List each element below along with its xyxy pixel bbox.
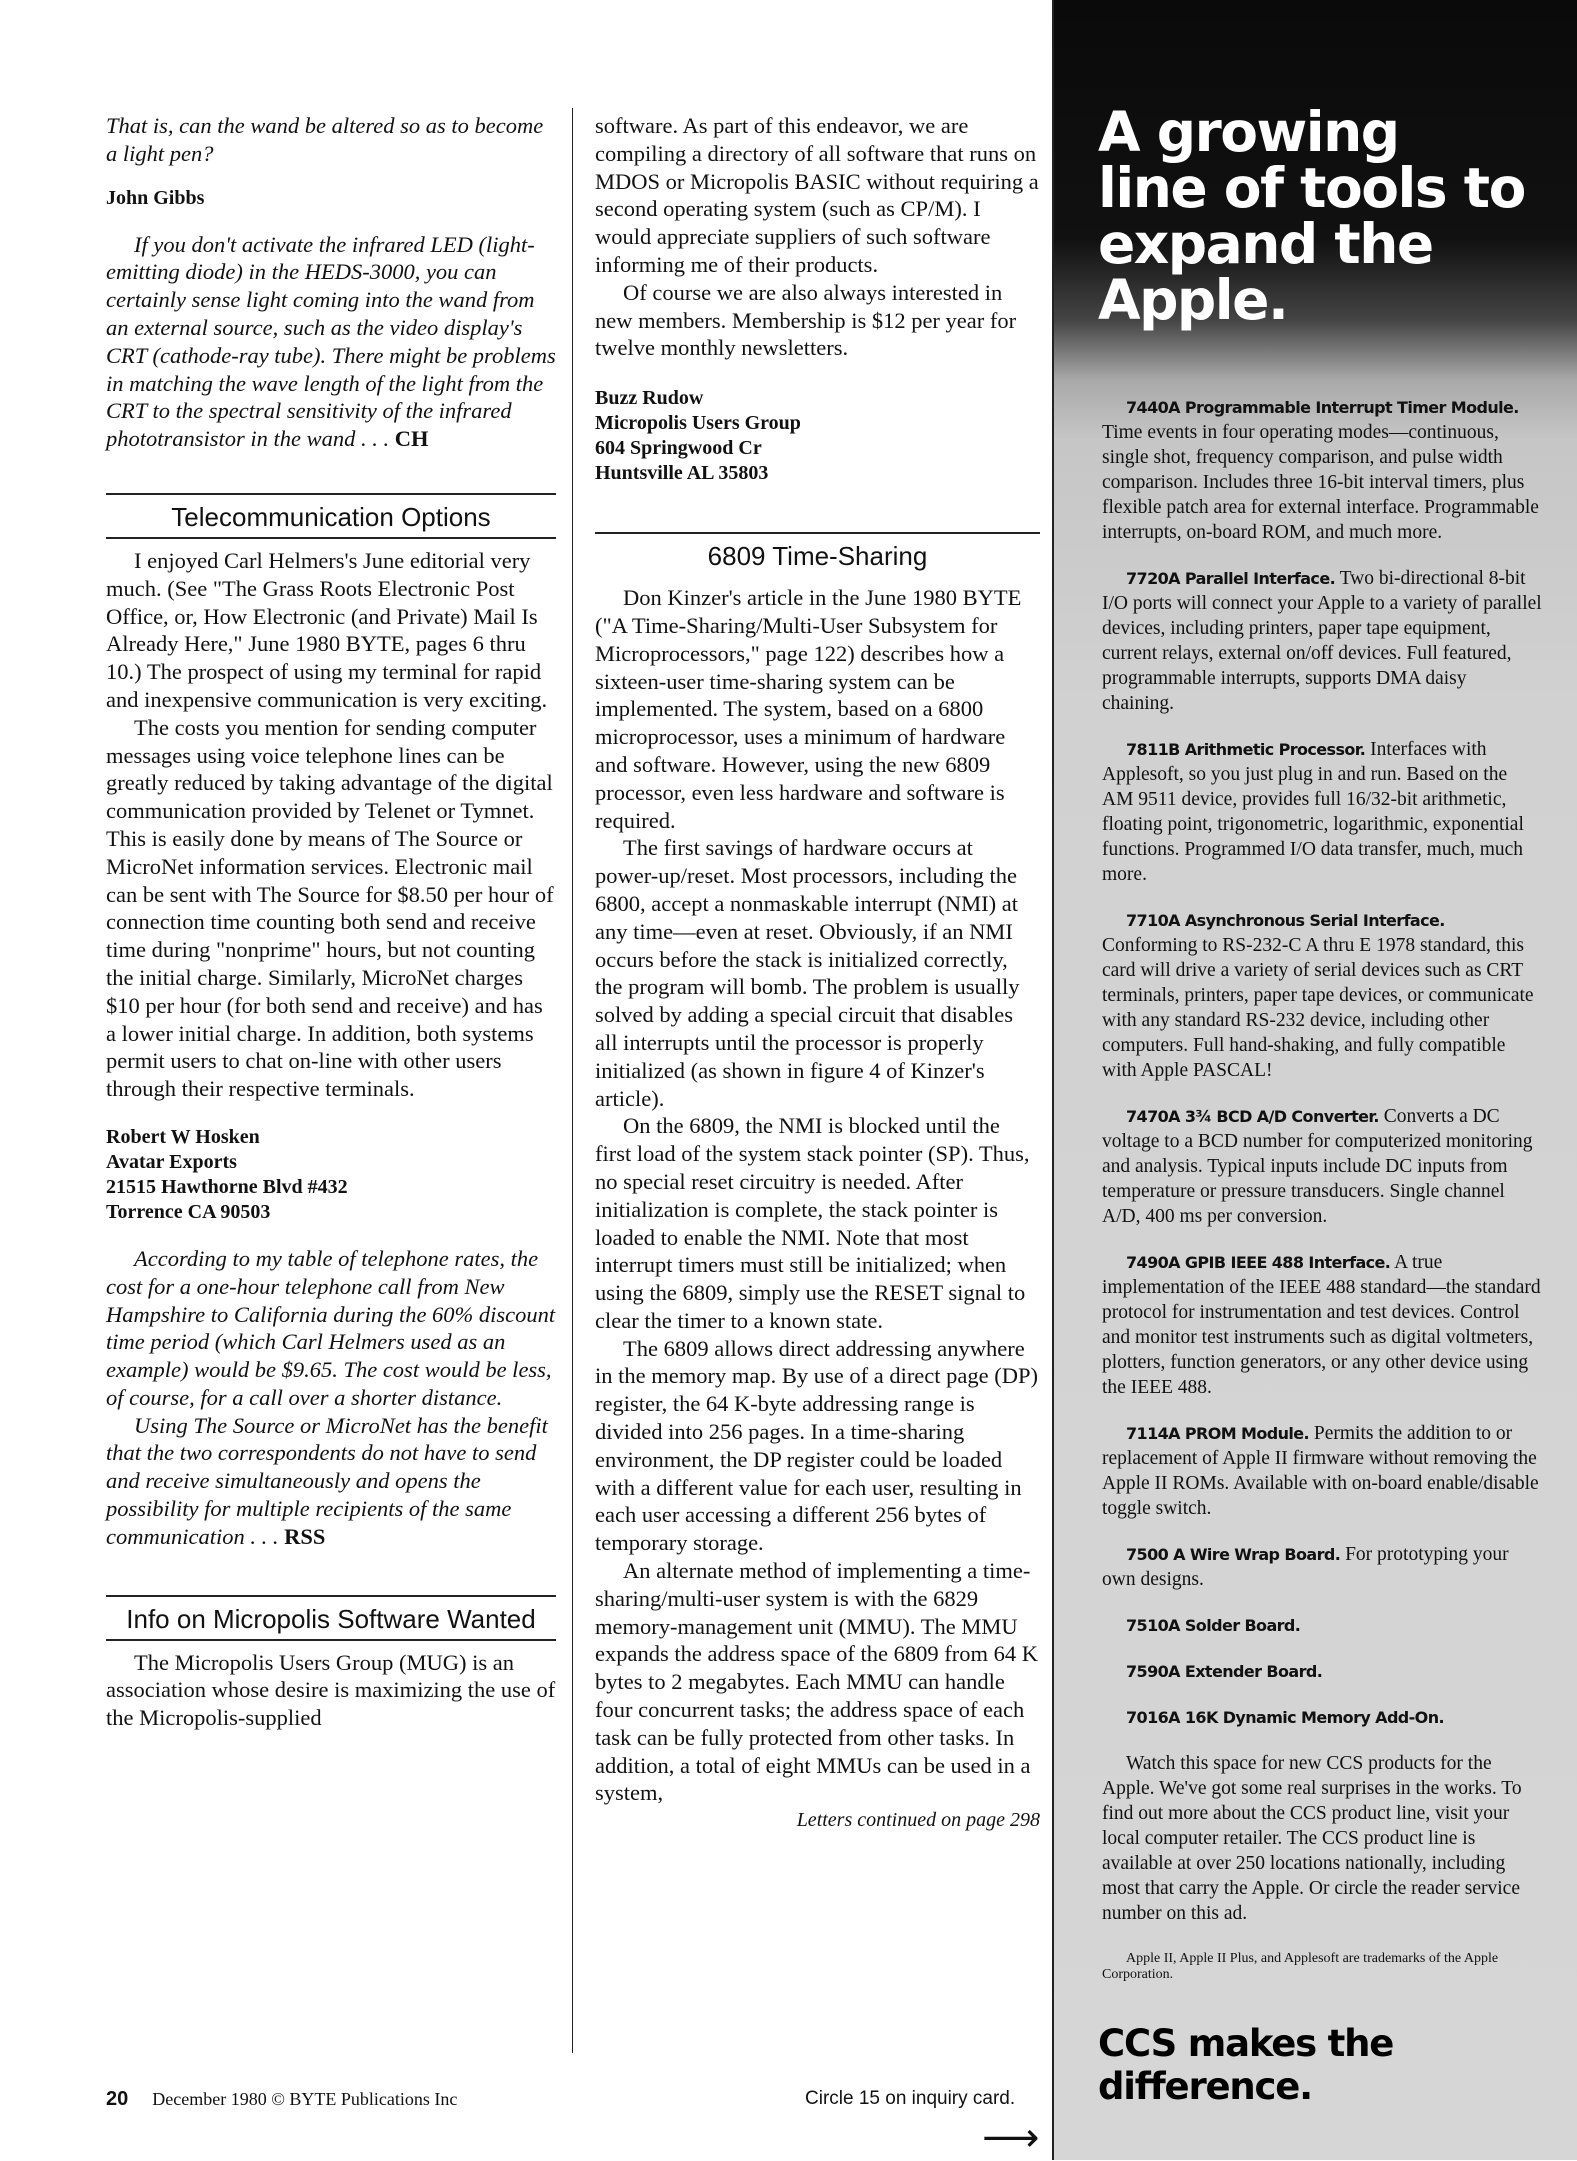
ad-headline-line: line of tools to xyxy=(1098,156,1525,220)
page-number: 20 xyxy=(106,2088,129,2110)
letter-closing-text: That is, can the wand be altered so as to become a light pen? xyxy=(106,113,544,166)
product-title: 7114A PROM Module. xyxy=(1126,1424,1309,1443)
signature-buzz-rudow xyxy=(595,386,1040,486)
signature-name: Robert W Hosken xyxy=(106,1125,260,1148)
product-title: 7710A Asynchronous Serial Interface. xyxy=(1126,911,1445,930)
signature-company: Avatar Exports xyxy=(106,1150,237,1173)
ad-product-item xyxy=(1102,395,1542,545)
ad-product-item xyxy=(1102,1613,1542,1638)
ad-trademark-note: Apple II, Apple II Plus, and Applesoft are trademarks of the Apple Corporation. xyxy=(1102,1951,1499,1982)
product-text: Interfaces with Applesoft, so you just plug in and run. Based on the AM 9511 device, provides full 16/32-bit arithmetic, floating point, trigonometric, logarithmic, exponential functions. Programmed I/O data transfer, much, much more. xyxy=(1102,739,1524,885)
signature-org: Micropolis Users Group xyxy=(595,412,801,435)
signature-robert-hosken xyxy=(106,1125,556,1225)
column-right xyxy=(595,112,1040,1835)
page-footer xyxy=(106,2088,457,2111)
ad-product-item xyxy=(1102,1659,1542,1684)
issue-line: December 1980 © BYTE Publications Inc xyxy=(152,2089,458,2109)
product-title: 7500 A Wire Wrap Board. xyxy=(1126,1545,1341,1564)
ccs-advertisement xyxy=(1052,0,1577,2160)
product-text: Conforming to RS-232-C A thru E 1978 standard, this card will drive a variety of serial devices such as CRT terminals, printers, paper tape devices, or communicate with any standard RS-232 device, including other computers. Full hand-shaking, and fully compatible with Apple PASCAL! xyxy=(1102,935,1534,1081)
ad-headline-line: expand the Apple. xyxy=(1098,212,1433,332)
editor-reply-rss-2: Using The Source or MicroNet has the benefit that the two correspondents do not have to send and receive simultaneously and opens the possibility for multiple recipients of the same communication . . . RSS xyxy=(106,1412,548,1549)
ad-product-item xyxy=(1102,1542,1542,1592)
timesharing-paragraph-1: Don Kinzer's article in the June 1980 BYTE ("A Time-Sharing/Multi-User Subsystem for Microprocessors," page 122) describes how a sixteen-user time-sharing system can be implemented. The system, based on a 6800 microprocessor, uses a minimum of hardware and software. However, using the new 6809 processor, even less hardware and software is required. xyxy=(595,585,1022,833)
inquiry-note: Circle 15 on inquiry card. xyxy=(805,2088,1016,2109)
heading-micropolis-software: Info on Micropolis Software Wanted xyxy=(106,1595,556,1641)
column-divider xyxy=(572,108,573,2053)
ad-closing-text: Watch this space for new CCS products for the Apple. We've got some real surprises in the works. To find out more about the CCS product line, visit your local computer retailer. The CCS product line is available at over 250 locations nationally, including most that carry the Apple. Or circle the reader service number on this ad. xyxy=(1102,1753,1522,1924)
ad-product-item xyxy=(1102,1250,1542,1400)
signature-street: 604 Springwood Cr xyxy=(595,437,762,460)
product-text: Converts a DC voltage to a BCD number for computerized monitoring and analysis. Typical inputs include DC inputs from temperature or pressure transducers. Single channel A/D, 400 ms per conversion. xyxy=(1102,1106,1533,1227)
ad-product-item xyxy=(1102,1421,1542,1521)
product-text: Two bi-directional 8-bit I/O ports will connect your Apple to a variety of parallel devices, including printers, paper tape equipment, current relays, external on/off devices. Full featured, programmable interrupts, supports DMA daisy chaining. xyxy=(1102,568,1542,714)
ad-product-item xyxy=(1102,908,1542,1083)
product-title: 7510A Solder Board. xyxy=(1126,1616,1301,1635)
product-title: 7720A Parallel Interface. xyxy=(1126,569,1336,588)
heading-6809-time-sharing: 6809 Time-Sharing xyxy=(595,532,1040,576)
product-title: 7016A 16K Dynamic Memory Add-On. xyxy=(1126,1708,1444,1727)
ad-product-item xyxy=(1102,1104,1542,1229)
signature-city: Huntsville AL 35803 xyxy=(595,462,769,485)
timesharing-paragraph-5: An alternate method of implementing a time-sharing/multi-user system is with the 6829 memory-management unit (MMU). The MMU expands the address space of the 6809 from 64 K bytes to 2 megabytes. Each MMU can handle four concurrent tasks; the address space of each task can be fully protected from other tasks. In addition, a total of eight MMUs can be used in a system, xyxy=(595,1558,1039,1806)
micropolis-paragraph-3: Of course we are also always interested in new members. Membership is $12 per year for twelve monthly newsletters. xyxy=(595,279,1017,361)
signature-john-gibbs xyxy=(106,186,556,211)
signature-name: John Gibbs xyxy=(106,186,205,209)
product-title: 7470A 3¾ BCD A/D Converter. xyxy=(1126,1107,1379,1126)
product-text: For prototyping your own designs. xyxy=(1102,1544,1509,1590)
signature-city: Torrence CA 90503 xyxy=(106,1200,271,1223)
signature-street: 21515 Hawthorne Blvd #432 xyxy=(106,1175,348,1198)
right-arrow-icon: ⟶ xyxy=(982,2115,1040,2161)
reply-initials: RSS xyxy=(284,1523,326,1549)
micropolis-paragraph-1: The Micropolis Users Group (MUG) is an association whose desire is maximizing the use of the Micropolis-supplied xyxy=(106,1649,556,1731)
micropolis-paragraph-2: software. As part of this endeavor, we are compiling a directory of all software that runs on MDOS or Micropolis BASIC without requiring a second operating system (such as CP/M). I would appreciate suppliers of such software informing me of their products. xyxy=(595,113,1039,277)
editor-reply-rss-1: According to my table of telephone rates, the cost for a one-hour telephone call from New Hampshire to California during the 60% discount time period (which Carl Helmers used as an example) would be $9.65. The cost would be less, of course, for a call over a shorter distance. xyxy=(106,1245,556,1410)
reply-initials: CH xyxy=(394,426,429,452)
column-left xyxy=(106,112,556,1732)
ad-headline xyxy=(1098,100,1577,332)
continued-notice: Letters continued on page 298 xyxy=(796,1809,1040,1832)
product-title: 7811B Arithmetic Processor. xyxy=(1126,740,1366,759)
editor-reply-ch: If you don't activate the infrared LED (light-emitting diode) in the HEDS-3000, you can certainly sense light coming into the wand from an external source, such as the video display's CRT (cathode-ray tube). There might be problems in matching the wave length of the light from the CRT to the spectral sensitivity of the infrared phototransistor in the wand . . . CH xyxy=(106,231,556,452)
telecom-paragraph-2: The costs you mention for sending computer messages using voice telephone lines can be greatly reduced by taking advantage of the digital communication provided by Telenet or Tymnet. This is easily done by means of The Source or MicroNet information services. Electronic mail can be sent with The Source for $8.50 per hour of connection time counting both send and receive time during "nonprime" hours, but not counting the initial charge. Similarly, MicroNet charges $10 per hour (for both send and receive) and has a lower initial charge. In addition, both systems permit users to chat on-line with other users through their respective terminals. xyxy=(106,714,554,1102)
signature-name: Buzz Rudow xyxy=(595,387,704,410)
ad-headline-line: A growing xyxy=(1098,100,1399,164)
ad-product-item xyxy=(1102,1705,1542,1730)
telecom-paragraph-1: I enjoyed Carl Helmers's June editorial very much. (See "The Grass Roots Electronic Post Office, or, How Electronic (and Private) Mail Is Already Here," June 1980 BYTE, pages 6 thru 10.) The prospect of using my terminal for rapid and inexpensive communication is very exciting. xyxy=(106,547,548,712)
product-text: Permits the addition to or replacement of Apple II firmware without removing the Apple II ROMs. Available with on-board enable/disable toggle switch. xyxy=(1102,1423,1539,1519)
product-text: Time events in four operating modes—continuous, single shot, frequency comparison, and pulse width comparison. Includes three 16-bit interval timers, plus flexible patch area for external interface. Programmable interrupts, on-board ROM, and much more. xyxy=(1102,422,1539,543)
product-title: 7440A Programmable Interrupt Timer Module. xyxy=(1126,398,1519,417)
product-text: A true implementation of the IEEE 488 standard—the standard protocol for instrumentation and test devices. Control and monitor test instruments such as digital voltmeters, plotters, function generators, or any other device using the IEEE 488. xyxy=(1102,1252,1541,1398)
timesharing-paragraph-4: The 6809 allows direct addressing anywhere in the memory map. By use of a direct page (DP) register, the 64 K-byte addressing range is divided into 256 pages. In a time-sharing environment, the DP register could be loaded with a different value for each user, resulting in each user accessing a different 256 bytes of temporary storage. xyxy=(595,1335,1039,1556)
heading-telecommunication-options: Telecommunication Options xyxy=(106,493,556,539)
timesharing-paragraph-3: On the 6809, the NMI is blocked until the first load of the system stack pointer (SP). Thus, no special reset circuitry is needed. After initialization is complete, the stack pointer is loaded to enable the NMI. Note that most interrupt timers must still be initialized; when using the 6809, simply use the RESET signal to clear the timer to a known state. xyxy=(595,1113,1030,1333)
ad-product-item xyxy=(1102,737,1542,887)
product-title: 7490A GPIB IEEE 488 Interface. xyxy=(1126,1253,1391,1272)
ad-product-item xyxy=(1102,566,1542,716)
ad-product-list xyxy=(1102,395,1542,1997)
product-title: 7590A Extender Board. xyxy=(1126,1662,1323,1681)
timesharing-paragraph-2: The first savings of hardware occurs at power-up/reset. Most processors, including the 6800, accept a nonmaskable interrupt (NMI) at any time—even at reset. Obviously, if an NMI occurs before the stack is initialized correctly, the program will bomb. The problem is usually solved by adding a special circuit that disables all interrupts until the processor is properly initialized (as shown in figure 4 of Kinzer's article). xyxy=(595,835,1020,1111)
ad-tagline: CCS makes the difference. xyxy=(1098,2022,1394,2108)
